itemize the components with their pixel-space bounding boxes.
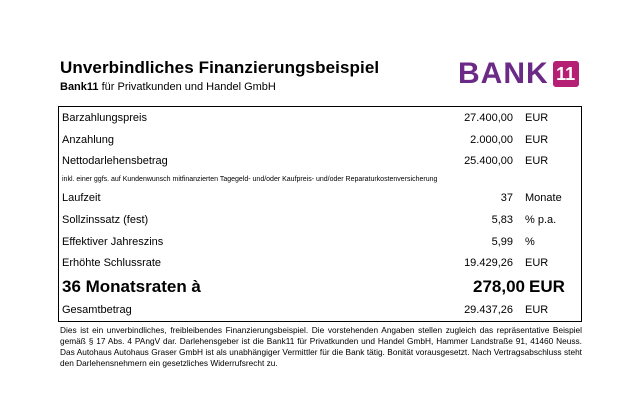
- row-barzahlungspreis: [59, 111, 581, 125]
- row-insurance-note: [59, 173, 581, 187]
- bank-name-suffix: für Privatkunden und Handel GmbH: [98, 81, 276, 93]
- row-unit: EUR: [525, 155, 549, 167]
- row-monatsraten: [59, 277, 581, 297]
- insurance-note: inkl. einer ggfs. auf Kundenwunsch mitfinanzierten Tagegeld- und/oder Kaufpreis- und/oder Reparaturkostenversicherung: [62, 176, 438, 183]
- row-label: Nettodarlehensbetrag: [62, 155, 168, 167]
- row-anzahlung: [59, 133, 581, 147]
- legal-disclaimer: Dies ist ein unverbindliches, freibleibendes Finanzierungsbeispiel. Die vorstehenden Angaben stellen zugleich das repräsentative Beispiel gemäß § 17 Abs. 4 PAngV dar. Darlehensgeber ist die Bank11 für Privatkunden und Handel GmbH, Hammer Landstraße 91, 41460 Neuss. Das Autohaus Autohaus Graser GmbH ist als unabhängiger Vermittler für die Bank tätig. Bonität vorausgesetzt. Nach Vertragsabschluss steht den Darlehensnehmern ein gesetzliches Widerrufsrecht zu.: [60, 325, 582, 368]
- row-label: Sollzinssatz (fest): [62, 214, 149, 226]
- row-value: 37: [500, 192, 513, 204]
- row-unit: % p.a.: [525, 214, 557, 226]
- row-value: 19.429,26: [464, 257, 513, 269]
- row-label: Anzahlung: [62, 134, 114, 146]
- row-label: 36 Monatsraten à: [62, 277, 201, 296]
- bank-subtitle: [60, 81, 276, 93]
- page-title: Unverbindliches Finanzierungsbeispiel: [60, 58, 380, 77]
- row-value: 5,83: [491, 214, 513, 226]
- row-label: Gesamtbetrag: [62, 304, 132, 316]
- row-value: 25.400,00: [464, 155, 513, 167]
- row-schlussrate: [59, 256, 581, 270]
- row-label: Laufzeit: [62, 192, 101, 204]
- row-unit: Monate: [525, 192, 562, 204]
- row-effektiver-jahreszins: [59, 235, 581, 249]
- row-sollzinssatz: [59, 213, 581, 227]
- row-unit: EUR: [525, 134, 549, 146]
- row-laufzeit: [59, 191, 581, 205]
- row-unit: EUR: [525, 257, 549, 269]
- row-value: 278,00: [473, 277, 525, 296]
- row-unit: %: [525, 236, 535, 248]
- row-label: Barzahlungspreis: [62, 112, 147, 124]
- row-label: Effektiver Jahreszins: [62, 236, 164, 248]
- row-value: 27.400,00: [464, 112, 513, 124]
- row-label: Erhöhte Schlussrate: [62, 257, 162, 269]
- row-value: 5,99: [491, 236, 513, 248]
- financing-table: [58, 106, 582, 322]
- row-value: 29.437,26: [464, 304, 513, 316]
- bank-name: Bank11: [60, 81, 99, 93]
- row-unit: EUR: [529, 277, 565, 296]
- row-gesamtbetrag: [59, 303, 581, 317]
- bank11-logo: [458, 59, 579, 89]
- row-unit: EUR: [525, 304, 549, 316]
- row-value: 2.000,00: [470, 134, 513, 146]
- logo-badge: 11: [553, 61, 579, 87]
- row-unit: EUR: [525, 112, 549, 124]
- row-nettodarlehensbetrag: [59, 154, 581, 168]
- logo-wordmark: BANK: [458, 57, 549, 90]
